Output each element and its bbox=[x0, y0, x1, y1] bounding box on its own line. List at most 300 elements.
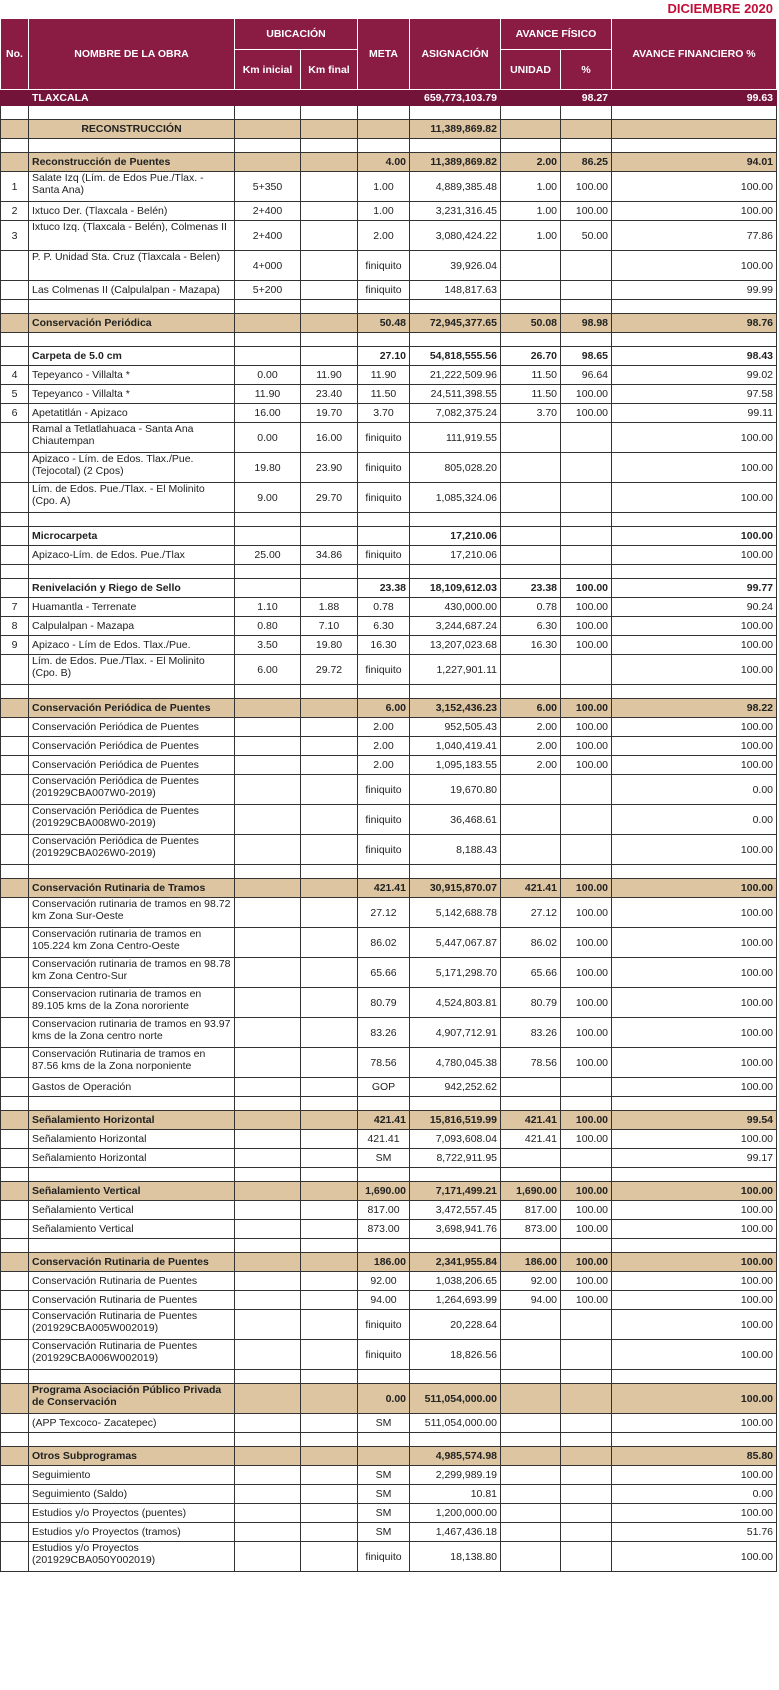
asignacion-cell: 111,919.55 bbox=[410, 423, 501, 453]
pct-cell: 100.00 bbox=[561, 958, 612, 988]
no-cell bbox=[1, 281, 29, 300]
avance-financiero-cell: 100.00 bbox=[612, 1272, 777, 1291]
km-inicial-cell: 11.90 bbox=[235, 385, 301, 404]
no-cell bbox=[1, 775, 29, 805]
pct-cell bbox=[561, 1414, 612, 1433]
meta-cell bbox=[358, 865, 410, 879]
no-cell bbox=[1, 1097, 29, 1111]
asignacion-cell bbox=[410, 139, 501, 153]
no-cell bbox=[1, 1239, 29, 1253]
asignacion-cell: 430,000.00 bbox=[410, 598, 501, 617]
no-cell bbox=[1, 1504, 29, 1523]
no-cell bbox=[1, 106, 29, 120]
km-inicial-cell bbox=[235, 1414, 301, 1433]
spacer-row bbox=[1, 1168, 777, 1182]
meta-cell: 11.50 bbox=[358, 385, 410, 404]
unidad-cell bbox=[501, 139, 561, 153]
pct-cell bbox=[561, 1466, 612, 1485]
unidad-cell bbox=[501, 527, 561, 546]
meta-cell: SM bbox=[358, 1414, 410, 1433]
km-final-cell: 7.10 bbox=[301, 617, 358, 636]
avance-financiero-cell: 100.00 bbox=[612, 879, 777, 898]
obra-cell bbox=[29, 1168, 235, 1182]
asignacion-cell: 511,054,000.00 bbox=[410, 1414, 501, 1433]
km-inicial-cell bbox=[235, 1542, 301, 1572]
section-row bbox=[1, 1447, 777, 1466]
asignacion-cell: 18,109,612.03 bbox=[410, 579, 501, 598]
meta-cell: SM bbox=[358, 1466, 410, 1485]
table-row bbox=[1, 598, 777, 617]
meta-cell: 27.10 bbox=[358, 347, 410, 366]
unidad-cell bbox=[501, 1542, 561, 1572]
no-cell bbox=[1, 1310, 29, 1340]
spacer-row bbox=[1, 106, 777, 120]
no-cell bbox=[1, 1384, 29, 1414]
table-row bbox=[1, 1201, 777, 1220]
km-final-cell bbox=[301, 1433, 358, 1447]
avance-financiero-cell: 99.77 bbox=[612, 579, 777, 598]
km-inicial-cell bbox=[235, 1523, 301, 1542]
km-final-cell bbox=[301, 172, 358, 202]
unidad-cell: 421.41 bbox=[501, 1130, 561, 1149]
meta-cell: finiquito bbox=[358, 1310, 410, 1340]
meta-cell bbox=[358, 120, 410, 139]
km-final-cell: 19.80 bbox=[301, 636, 358, 655]
obra-cell: Estudios y/o Proyectos (tramos) bbox=[29, 1523, 235, 1542]
asignacion-cell: 21,222,509.96 bbox=[410, 366, 501, 385]
no-cell: 3 bbox=[1, 221, 29, 251]
table-row bbox=[1, 1340, 777, 1370]
obra-cell: Conservación rutinaria de tramos en 98.78 km Zona Centro-Sur bbox=[29, 958, 235, 988]
unidad-cell bbox=[501, 1168, 561, 1182]
asignacion-cell: 3,698,941.76 bbox=[410, 1220, 501, 1239]
table-row bbox=[1, 423, 777, 453]
avance-financiero-cell: 0.00 bbox=[612, 1485, 777, 1504]
no-cell bbox=[1, 865, 29, 879]
no-cell bbox=[1, 1370, 29, 1384]
km-inicial-cell: 6.00 bbox=[235, 655, 301, 685]
no-cell bbox=[1, 1466, 29, 1485]
unidad-cell bbox=[501, 1340, 561, 1370]
km-final-cell bbox=[301, 139, 358, 153]
pct-cell bbox=[561, 565, 612, 579]
meta-cell: finiquito bbox=[358, 775, 410, 805]
obra-cell: Programa Asociación Público Privada de Conservación bbox=[29, 1384, 235, 1414]
section-row bbox=[1, 1384, 777, 1414]
km-inicial-cell bbox=[235, 958, 301, 988]
unidad-cell bbox=[501, 655, 561, 685]
unidad-cell bbox=[501, 1310, 561, 1340]
asignacion-cell bbox=[410, 300, 501, 314]
obra-cell: Conservación Periódica de Puentes bbox=[29, 737, 235, 756]
meta-cell bbox=[358, 106, 410, 120]
meta-cell bbox=[358, 300, 410, 314]
table-row bbox=[1, 483, 777, 513]
km-inicial-cell bbox=[235, 756, 301, 775]
meta-cell: 65.66 bbox=[358, 958, 410, 988]
km-inicial-cell bbox=[235, 835, 301, 865]
meta-cell bbox=[358, 685, 410, 699]
unidad-cell: 1.00 bbox=[501, 221, 561, 251]
km-final-cell bbox=[301, 333, 358, 347]
unidad-cell bbox=[501, 1433, 561, 1447]
obra-cell: Conservación Periódica de Puentes (201929CBA026W0-2019) bbox=[29, 835, 235, 865]
asignacion-cell: 18,138.80 bbox=[410, 1542, 501, 1572]
km-final-cell bbox=[301, 1048, 358, 1078]
meta-cell: 27.12 bbox=[358, 898, 410, 928]
table-row bbox=[1, 988, 777, 1018]
table-row bbox=[1, 1048, 777, 1078]
obra-cell: Conservación Rutinaria de Puentes bbox=[29, 1291, 235, 1310]
header-km-final: Km final bbox=[301, 50, 358, 90]
km-inicial-cell bbox=[235, 1111, 301, 1130]
unidad-cell: 78.56 bbox=[501, 1048, 561, 1078]
meta-cell: 873.00 bbox=[358, 1220, 410, 1239]
km-final-cell bbox=[301, 120, 358, 139]
asignacion-cell: 5,171,298.70 bbox=[410, 958, 501, 988]
km-final-cell: 11.90 bbox=[301, 366, 358, 385]
avance-financiero-cell: 85.80 bbox=[612, 1447, 777, 1466]
pct-cell: 100.00 bbox=[561, 879, 612, 898]
km-final-cell bbox=[301, 898, 358, 928]
pct-cell: 100.00 bbox=[561, 172, 612, 202]
avance-financiero-cell: 100.00 bbox=[612, 1310, 777, 1340]
avance-financiero-cell: 100.00 bbox=[612, 756, 777, 775]
avance-financiero-cell: 100.00 bbox=[612, 1182, 777, 1201]
table-row bbox=[1, 404, 777, 423]
no-cell bbox=[1, 699, 29, 718]
avance-financiero-cell: 100.00 bbox=[612, 1220, 777, 1239]
asignacion-cell: 19,670.80 bbox=[410, 775, 501, 805]
avance-financiero-cell: 100.00 bbox=[612, 1384, 777, 1414]
obra-cell bbox=[29, 1370, 235, 1384]
subsection-row bbox=[1, 579, 777, 598]
spacer-row bbox=[1, 865, 777, 879]
pct-cell: 100.00 bbox=[561, 385, 612, 404]
km-final-cell bbox=[301, 1130, 358, 1149]
no-cell bbox=[1, 898, 29, 928]
asignacion-cell: 3,080,424.22 bbox=[410, 221, 501, 251]
meta-cell: 23.38 bbox=[358, 579, 410, 598]
spacer-row bbox=[1, 139, 777, 153]
km-final-cell bbox=[301, 699, 358, 718]
table-row bbox=[1, 1542, 777, 1572]
obra-cell bbox=[29, 865, 235, 879]
km-inicial-cell bbox=[235, 1504, 301, 1523]
pct-cell bbox=[561, 775, 612, 805]
no-cell bbox=[1, 1182, 29, 1201]
meta-cell: GOP bbox=[358, 1078, 410, 1097]
unidad-cell: 16.30 bbox=[501, 636, 561, 655]
asignacion-cell: 1,264,693.99 bbox=[410, 1291, 501, 1310]
km-final-cell bbox=[301, 202, 358, 221]
meta-cell: 2.00 bbox=[358, 221, 410, 251]
km-inicial-cell bbox=[235, 153, 301, 172]
km-final-cell bbox=[301, 1182, 358, 1201]
table-row bbox=[1, 835, 777, 865]
obra-cell: Lím. de Edos. Pue./Tlax. - El Molinito (Cpo. B) bbox=[29, 655, 235, 685]
unidad-cell bbox=[501, 300, 561, 314]
pct-cell: 86.25 bbox=[561, 153, 612, 172]
unidad-cell: 50.08 bbox=[501, 314, 561, 333]
unidad-cell bbox=[501, 423, 561, 453]
subsection-row bbox=[1, 347, 777, 366]
meta-cell bbox=[358, 1370, 410, 1384]
no-cell bbox=[1, 1201, 29, 1220]
km-inicial-cell: 4+000 bbox=[235, 251, 301, 281]
avance-financiero-cell: 100.00 bbox=[612, 636, 777, 655]
avance-financiero-cell bbox=[612, 513, 777, 527]
header-meta: META bbox=[358, 19, 410, 90]
header-ubicacion: UBICACIÓN bbox=[235, 19, 358, 50]
section-row bbox=[1, 314, 777, 333]
km-inicial-cell bbox=[235, 1048, 301, 1078]
unidad-cell: 92.00 bbox=[501, 1272, 561, 1291]
asignacion-cell: 1,200,000.00 bbox=[410, 1504, 501, 1523]
km-inicial-cell bbox=[235, 1149, 301, 1168]
km-final-cell bbox=[301, 835, 358, 865]
unidad-cell bbox=[501, 1466, 561, 1485]
km-inicial-cell bbox=[235, 300, 301, 314]
pct-cell: 100.00 bbox=[561, 1130, 612, 1149]
no-cell: 5 bbox=[1, 385, 29, 404]
meta-cell: SM bbox=[358, 1504, 410, 1523]
pct-cell bbox=[561, 106, 612, 120]
asignacion-cell: 952,505.43 bbox=[410, 718, 501, 737]
asignacion-cell: 54,818,555.56 bbox=[410, 347, 501, 366]
unidad-cell bbox=[501, 333, 561, 347]
km-final-cell bbox=[301, 1291, 358, 1310]
no-cell bbox=[1, 423, 29, 453]
no-cell bbox=[1, 314, 29, 333]
meta-cell: finiquito bbox=[358, 546, 410, 565]
km-inicial-cell bbox=[235, 1291, 301, 1310]
obra-cell: Las Colmenas II (Calpulalpan - Mazapa) bbox=[29, 281, 235, 300]
asignacion-cell: 7,082,375.24 bbox=[410, 404, 501, 423]
km-inicial-cell bbox=[235, 513, 301, 527]
km-final-cell bbox=[301, 1485, 358, 1504]
table-row bbox=[1, 1310, 777, 1340]
unidad-cell bbox=[501, 1523, 561, 1542]
obra-cell: Apizaco - Lím de Edos. Tlax./Pue. bbox=[29, 636, 235, 655]
no-cell bbox=[1, 1542, 29, 1572]
header-obra: NOMBRE DE LA OBRA bbox=[29, 19, 235, 90]
meta-cell: 16.30 bbox=[358, 636, 410, 655]
section-row bbox=[1, 1253, 777, 1272]
asignacion-cell: 805,028.20 bbox=[410, 453, 501, 483]
meta-cell: finiquito bbox=[358, 483, 410, 513]
asignacion-cell bbox=[410, 1168, 501, 1182]
pct-cell: 98.98 bbox=[561, 314, 612, 333]
meta-cell: 0.00 bbox=[358, 1384, 410, 1414]
avance-financiero-cell: 100.00 bbox=[612, 988, 777, 1018]
km-inicial-cell bbox=[235, 685, 301, 699]
avance-financiero-cell: 100.00 bbox=[612, 1340, 777, 1370]
km-inicial-cell: 16.00 bbox=[235, 404, 301, 423]
asignacion-cell: 2,299,989.19 bbox=[410, 1466, 501, 1485]
table-row bbox=[1, 251, 777, 281]
no-cell bbox=[1, 1447, 29, 1466]
km-final-cell bbox=[301, 737, 358, 756]
km-inicial-cell bbox=[235, 1447, 301, 1466]
meta-cell: 4.00 bbox=[358, 153, 410, 172]
pct-cell: 100.00 bbox=[561, 928, 612, 958]
unidad-cell: 3.70 bbox=[501, 404, 561, 423]
spacer-row bbox=[1, 300, 777, 314]
section-row bbox=[1, 120, 777, 139]
no-cell bbox=[1, 928, 29, 958]
km-final-cell bbox=[301, 718, 358, 737]
table-row bbox=[1, 737, 777, 756]
obra-cell: Calpulalpan - Mazapa bbox=[29, 617, 235, 636]
asignacion-cell: 3,244,687.24 bbox=[410, 617, 501, 636]
km-final-cell bbox=[301, 251, 358, 281]
no-cell bbox=[1, 805, 29, 835]
obra-cell: RECONSTRUCCIÓN bbox=[29, 120, 235, 139]
unidad-cell bbox=[501, 251, 561, 281]
meta-cell: 86.02 bbox=[358, 928, 410, 958]
asignacion-cell: 1,227,901.11 bbox=[410, 655, 501, 685]
unidad-cell bbox=[501, 106, 561, 120]
obra-cell: Lím. de Edos. Pue./Tlax. - El Molinito (Cpo. A) bbox=[29, 483, 235, 513]
km-final-cell bbox=[301, 1149, 358, 1168]
unidad-cell bbox=[501, 546, 561, 565]
pct-cell: 100.00 bbox=[561, 1048, 612, 1078]
obra-cell bbox=[29, 1097, 235, 1111]
km-final-cell bbox=[301, 106, 358, 120]
table-row bbox=[1, 718, 777, 737]
table-row bbox=[1, 281, 777, 300]
asignacion-cell bbox=[410, 333, 501, 347]
avance-financiero-cell: 99.17 bbox=[612, 1149, 777, 1168]
km-inicial-cell bbox=[235, 805, 301, 835]
unidad-cell: 65.66 bbox=[501, 958, 561, 988]
obra-cell: Conservación rutinaria de tramos en 105.224 km Zona Centro-Oeste bbox=[29, 928, 235, 958]
no-cell bbox=[1, 737, 29, 756]
km-inicial-cell bbox=[235, 1018, 301, 1048]
avance-financiero-cell bbox=[612, 685, 777, 699]
avance-financiero-cell: 100.00 bbox=[612, 251, 777, 281]
avance-financiero-cell: 100.00 bbox=[612, 1201, 777, 1220]
km-final-cell bbox=[301, 685, 358, 699]
km-inicial-cell bbox=[235, 139, 301, 153]
no-cell bbox=[1, 1291, 29, 1310]
no-cell: 9 bbox=[1, 636, 29, 655]
unidad-cell bbox=[501, 835, 561, 865]
km-inicial-cell: 9.00 bbox=[235, 483, 301, 513]
no-cell bbox=[1, 90, 29, 106]
meta-cell: 2.00 bbox=[358, 756, 410, 775]
no-cell bbox=[1, 756, 29, 775]
avance-financiero-cell: 100.00 bbox=[612, 1130, 777, 1149]
meta-cell: 80.79 bbox=[358, 988, 410, 1018]
avance-financiero-cell: 100.00 bbox=[612, 835, 777, 865]
unidad-cell: 1.00 bbox=[501, 172, 561, 202]
pct-cell: 100.00 bbox=[561, 1291, 612, 1310]
obra-cell: Ramal a Tetlatlahuaca - Santa Ana Chiautempan bbox=[29, 423, 235, 453]
pct-cell bbox=[561, 1239, 612, 1253]
unidad-cell bbox=[501, 805, 561, 835]
obra-cell bbox=[29, 300, 235, 314]
obra-cell bbox=[29, 513, 235, 527]
unidad-cell: 80.79 bbox=[501, 988, 561, 1018]
table-row bbox=[1, 1272, 777, 1291]
obra-cell bbox=[29, 106, 235, 120]
obra-cell: TLAXCALA bbox=[29, 90, 235, 106]
km-final-cell bbox=[301, 1504, 358, 1523]
no-cell: 8 bbox=[1, 617, 29, 636]
avance-financiero-cell: 99.99 bbox=[612, 281, 777, 300]
obra-cell: Conservación Periódica de Puentes bbox=[29, 718, 235, 737]
km-final-cell: 29.70 bbox=[301, 483, 358, 513]
km-final-cell bbox=[301, 153, 358, 172]
pct-cell bbox=[561, 1447, 612, 1466]
no-cell bbox=[1, 453, 29, 483]
obra-cell: Huamantla - Terrenate bbox=[29, 598, 235, 617]
unidad-cell: 1,690.00 bbox=[501, 1182, 561, 1201]
obra-cell: Señalamiento Vertical bbox=[29, 1201, 235, 1220]
meta-cell bbox=[358, 527, 410, 546]
obra-cell: Ixtuco Izq. (Tlaxcala - Belén), Colmenas II bbox=[29, 221, 235, 251]
km-inicial-cell bbox=[235, 1340, 301, 1370]
unidad-cell bbox=[501, 1097, 561, 1111]
asignacion-cell: 4,780,045.38 bbox=[410, 1048, 501, 1078]
meta-cell: 83.26 bbox=[358, 1018, 410, 1048]
asignacion-cell: 5,447,067.87 bbox=[410, 928, 501, 958]
table-row bbox=[1, 1466, 777, 1485]
table-row bbox=[1, 546, 777, 565]
km-inicial-cell bbox=[235, 1384, 301, 1414]
pct-cell bbox=[561, 655, 612, 685]
km-inicial-cell bbox=[235, 879, 301, 898]
obra-cell: Señalamiento Vertical bbox=[29, 1182, 235, 1201]
avance-financiero-cell: 51.76 bbox=[612, 1523, 777, 1542]
km-final-cell bbox=[301, 1097, 358, 1111]
no-cell bbox=[1, 1485, 29, 1504]
pct-cell bbox=[561, 685, 612, 699]
km-inicial-cell bbox=[235, 988, 301, 1018]
obra-cell: Conservación Rutinaria de tramos en 87.56 kms de la Zona norponiente bbox=[29, 1048, 235, 1078]
pct-cell: 100.00 bbox=[561, 636, 612, 655]
unidad-cell: 23.38 bbox=[501, 579, 561, 598]
asignacion-cell bbox=[410, 565, 501, 579]
no-cell bbox=[1, 1168, 29, 1182]
pct-cell bbox=[561, 1149, 612, 1168]
no-cell bbox=[1, 835, 29, 865]
obra-cell bbox=[29, 565, 235, 579]
km-inicial-cell bbox=[235, 775, 301, 805]
km-inicial-cell bbox=[235, 1310, 301, 1340]
table-row bbox=[1, 805, 777, 835]
meta-cell: finiquito bbox=[358, 251, 410, 281]
spacer-row bbox=[1, 1370, 777, 1384]
meta-cell: 817.00 bbox=[358, 1201, 410, 1220]
pct-cell bbox=[561, 453, 612, 483]
km-final-cell: 29.72 bbox=[301, 655, 358, 685]
obra-cell: Conservación rutinaria de tramos en 98.72 km Zona Sur-Oeste bbox=[29, 898, 235, 928]
unidad-cell: 86.02 bbox=[501, 928, 561, 958]
obra-cell: Renivelación y Riego de Sello bbox=[29, 579, 235, 598]
meta-cell: 2.00 bbox=[358, 718, 410, 737]
obra-cell: Estudios y/o Proyectos (201929CBA050Y002019) bbox=[29, 1542, 235, 1572]
km-final-cell bbox=[301, 1466, 358, 1485]
unidad-cell: 1.00 bbox=[501, 202, 561, 221]
obra-cell: Conservación Rutinaria de Puentes bbox=[29, 1253, 235, 1272]
asignacion-cell: 11,389,869.82 bbox=[410, 120, 501, 139]
asignacion-cell bbox=[410, 1097, 501, 1111]
asignacion-cell: 17,210.06 bbox=[410, 546, 501, 565]
asignacion-cell: 5,142,688.78 bbox=[410, 898, 501, 928]
